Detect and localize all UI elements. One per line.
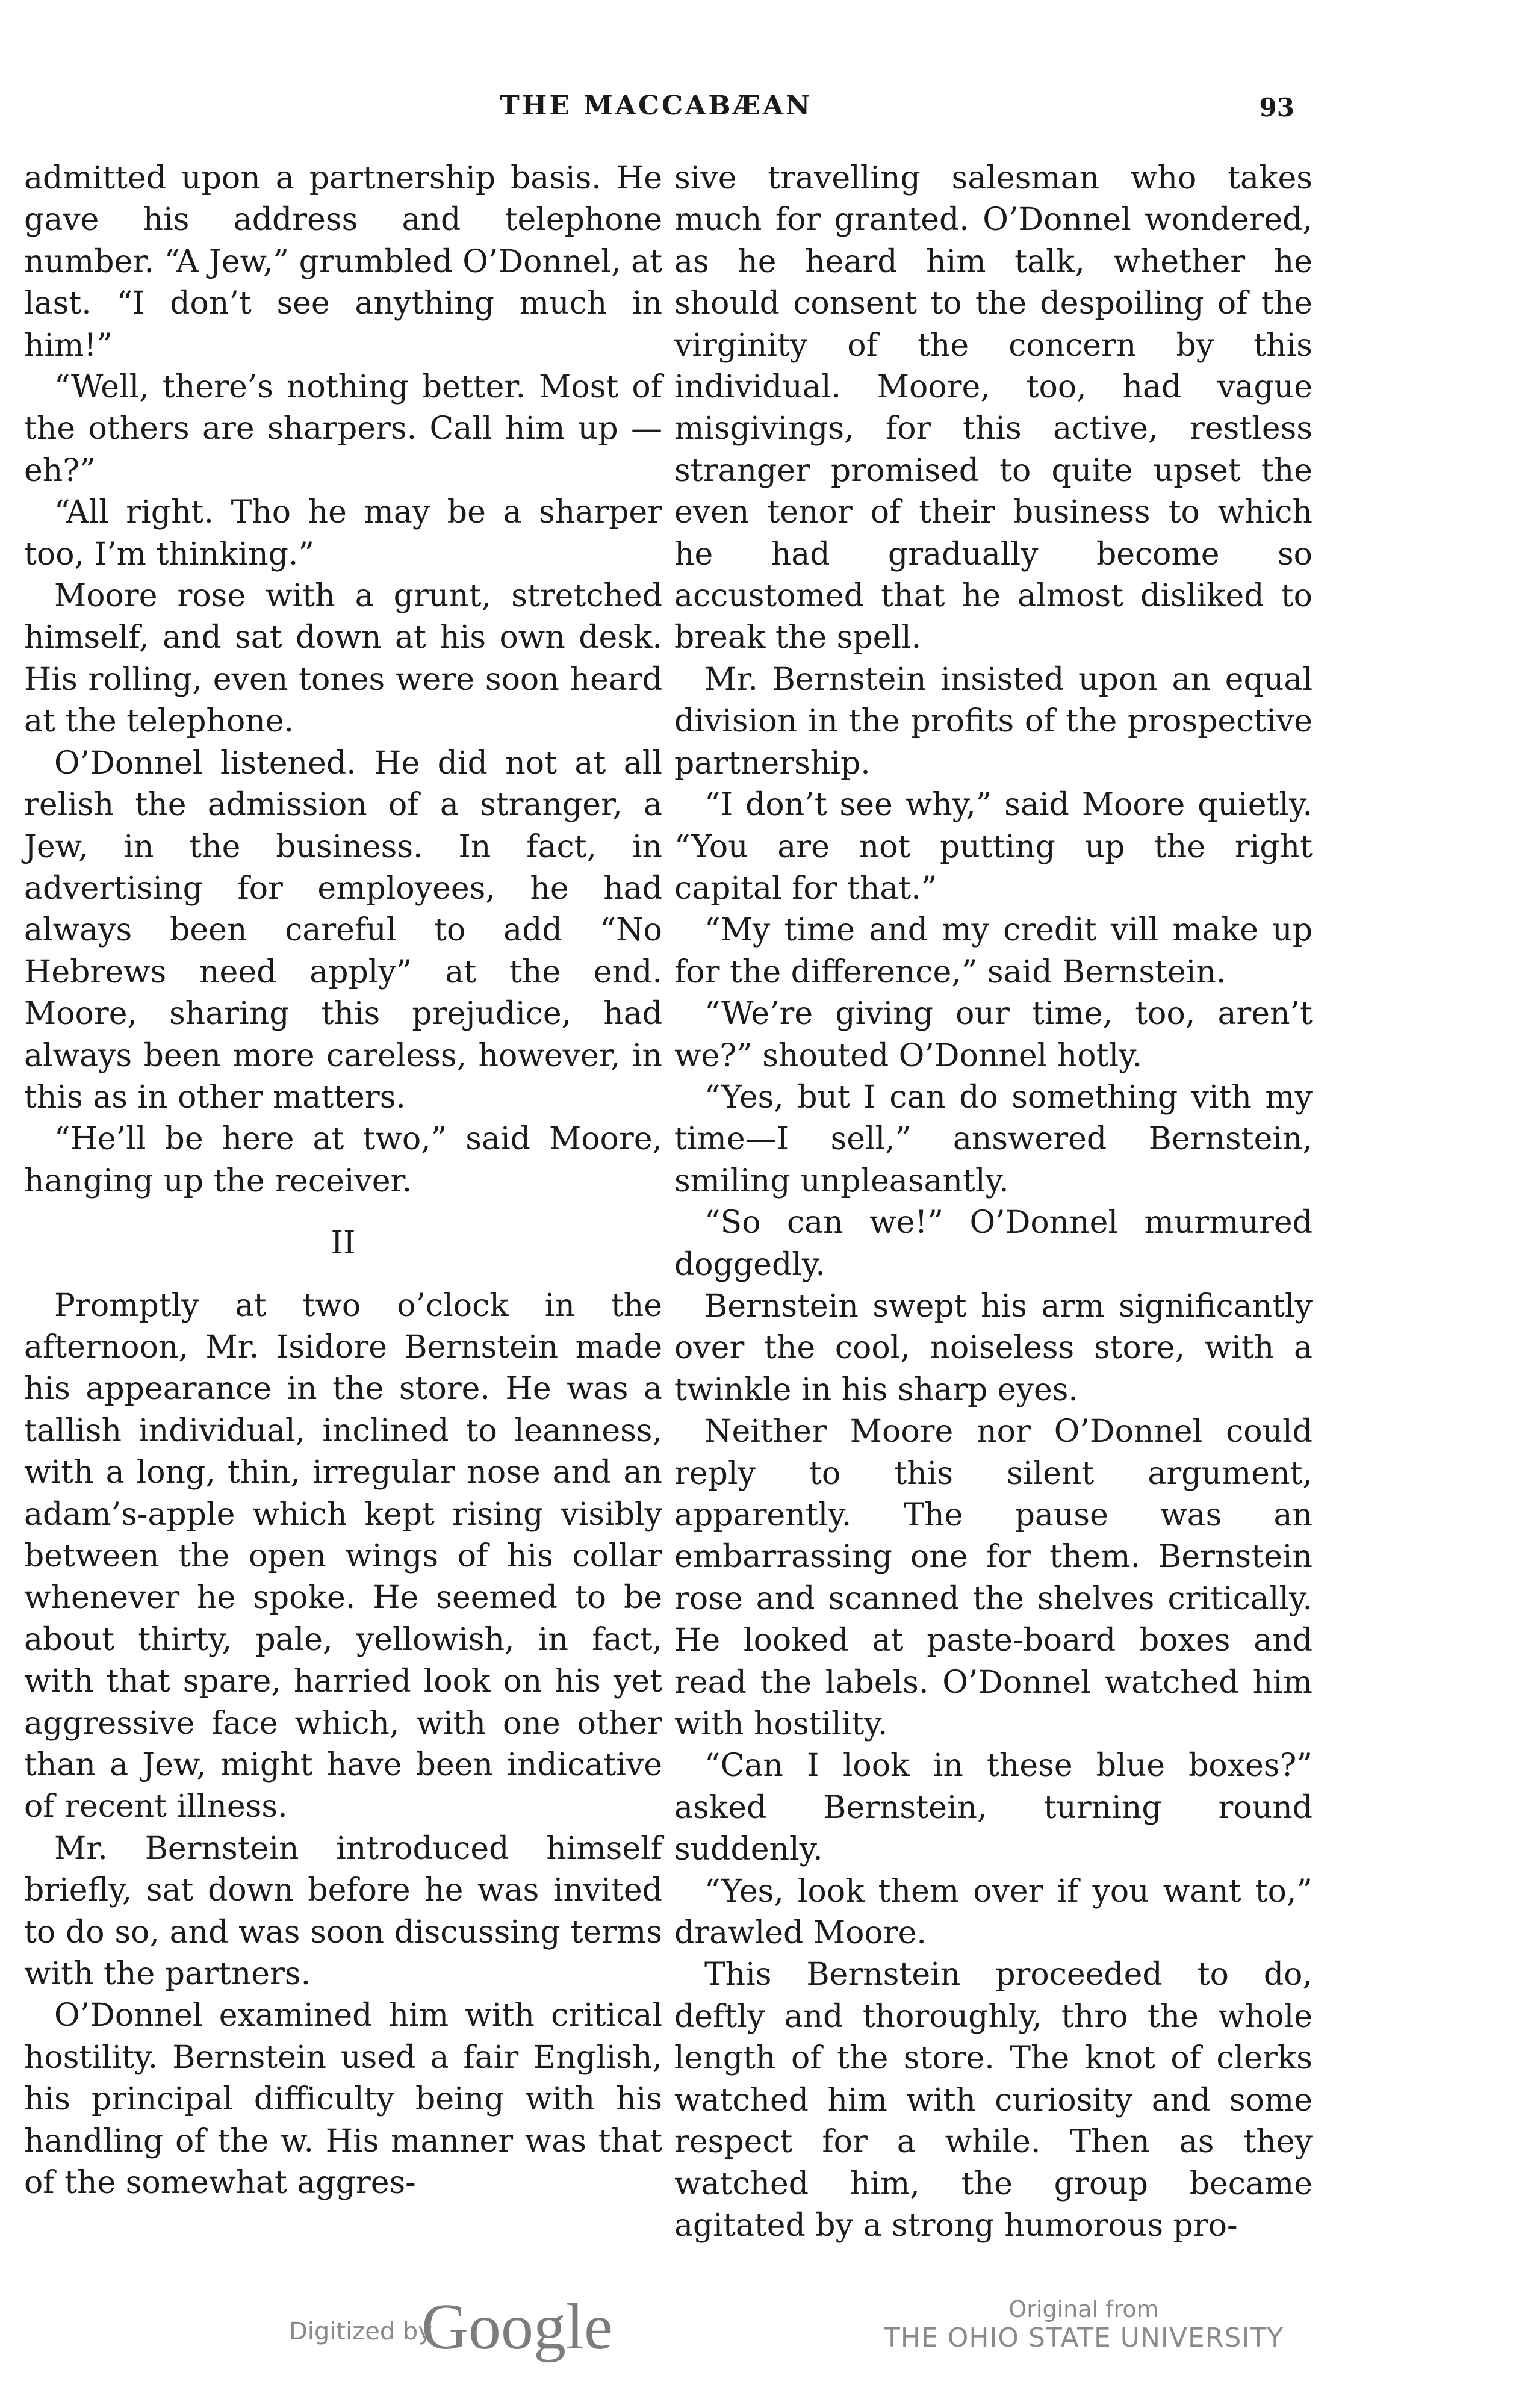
paragraph: “I don’t see why,” said Moore quietly. “You are not putting up the right capital for that.” xyxy=(674,787,1313,907)
paragraph: O’Donnel examined him with critical hostility. Bernstein used a fair English, his principal difficulty being with his handling of the w. His manner was that of the somewhat aggres- xyxy=(24,1997,662,2202)
page-number: 93 xyxy=(1259,93,1294,122)
paragraph: sive travelling salesman who takes much for granted. O’Donnel wondered, as he heard him talk, whether he should consent to the despoiling of the virginity of the concern by this individual. Moore, too, had vague misgivings, for this active, restless stranger promised to quite upset the even tenor of their business to which he had gradually become so accustomed that he almost disliked to break the spell. xyxy=(674,160,1313,656)
paragraph: “Yes, look them over if you want to,” drawled Moore. xyxy=(674,1873,1313,1952)
paragraph: admitted upon a partnership basis. He gave his address and telephone number. “A Jew,” grumbled O’Donnel, at last. “I don’t see anything much in him!” xyxy=(24,160,662,364)
paragraph: “Yes, but I can do something vith my time—I sell,” answered Bernstein, smiling unpleasantly. xyxy=(674,1079,1313,1199)
paragraph: O’Donnel listened. He did not at all relish the admission of a stranger, a Jew, in the business. In fact, in advertising for employees, he had always been careful to add “No Hebrews need apply” at the end. Moore, sharing this prejudice, had always been more careless, however, in this as in other matters. xyxy=(24,745,662,1116)
paragraph: “He’ll be here at two,” said Moore, hanging up the receiver. xyxy=(24,1121,662,1199)
university-name: THE OHIO STATE UNIVERSITY xyxy=(883,2323,1284,2353)
paragraph: “Well, there’s nothing better. Most of the others are sharpers. Call him up —eh?” xyxy=(24,369,662,489)
paragraph: “All right. Tho he may be a sharper too, I’m thinking.” xyxy=(24,494,662,573)
page-header xyxy=(0,90,1516,132)
right-column xyxy=(674,158,1313,2247)
paragraph: “So can we!” O’Donnel murmured doggedly. xyxy=(674,1205,1313,1283)
paragraph: Mr. Bernstein introduced himself briefly, sat down before he was invited to do so, and was soon discussing terms with the partners. xyxy=(24,1830,662,1993)
paragraph: Promptly at two o’clock in the afternoon, Mr. Isidore Bernstein made his appearance in the store. He was a tallish individual, inclined to leanness, with a long, thin, irregular nose and an adam’s-apple which kept rising visibly between the open wings of his collar whenever he spoke. He seemed to be about thirty, pale, yellowish, in fact, with that spare, harried look on his yet aggressive face which, with one other than a Jew, might have been indicative of recent illness. xyxy=(24,1287,662,1825)
paragraph: “We’re giving our time, too, aren’t we?” shouted O’Donnel hotly. xyxy=(674,996,1313,1074)
original-source xyxy=(873,2296,1294,2353)
paragraph: Bernstein swept his arm significantly over the cool, noiseless store, with a twinkle in his sharp eyes. xyxy=(674,1288,1313,1408)
paragraph: This Bernstein proceeded to do, deftly and thoroughly, thro the whole length of the store. The knot of clerks watched him with curiosity and some respect for a while. Then as they watched him, the group became agitated by a strong humorous pro- xyxy=(674,1956,1313,2244)
paragraph: Neither Moore nor O’Donnel could reply to this silent argument, apparently. The pause was an embarrassing one for them. Bernstein rose and scanned the shelves critically. He looked at paste-board boxes and read the labels. O’Donnel watched him with hostility. xyxy=(674,1413,1313,1743)
right-column-paragraphs xyxy=(674,158,1313,2247)
google-logo: Google xyxy=(421,2291,613,2363)
running-title: THE MACCABÆAN xyxy=(500,90,813,121)
original-from-text: Original from xyxy=(1008,2296,1159,2323)
paragraph: Mr. Bernstein insisted upon an equal division in the profits of the prospective partnership. xyxy=(674,661,1313,781)
left-column-paragraphs xyxy=(24,158,662,1202)
digitized-by-text: Digitized by xyxy=(289,2318,432,2345)
left-column xyxy=(24,158,662,2205)
page-footer xyxy=(0,2270,1516,2390)
paragraph: Moore rose with a grunt, stretched himself, and sat down at his own desk. His rolling, even tones were soon heard at the telephone. xyxy=(24,578,662,740)
paragraph: “My time and my credit vill make up for the difference,” said Bernstein. xyxy=(674,912,1313,990)
paragraph: “Can I look in these blue boxes?” asked Bernstein, turning round suddenly. xyxy=(674,1748,1313,1868)
left-column-paragraphs-after-heading xyxy=(24,1285,662,2205)
section-heading: II xyxy=(331,1225,356,1262)
